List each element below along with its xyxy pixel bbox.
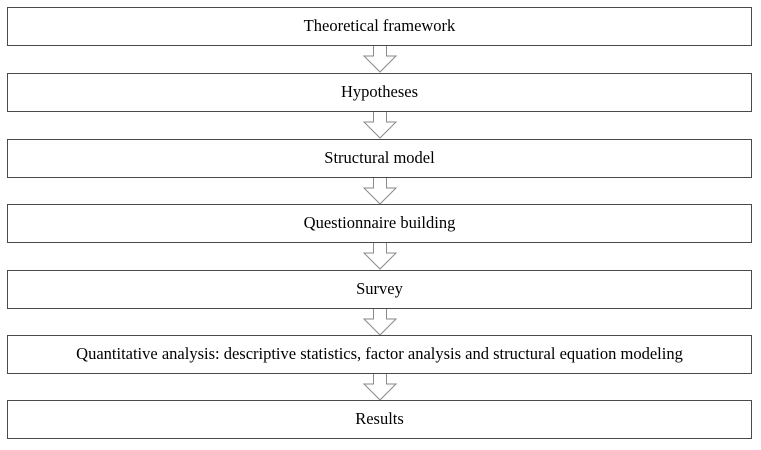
step-label: Questionnaire building — [303, 213, 456, 233]
down-arrow-icon — [362, 308, 398, 336]
down-arrow-icon — [362, 242, 398, 270]
step-label: Theoretical framework — [303, 16, 456, 36]
step-label: Results — [355, 409, 404, 429]
step-questionnaire-building — [7, 204, 752, 243]
step-hypotheses — [7, 73, 752, 112]
down-arrow-icon — [362, 45, 398, 73]
down-arrow-icon — [362, 177, 398, 205]
step-survey — [7, 270, 752, 309]
step-label: Hypotheses — [341, 82, 418, 102]
down-arrow-icon — [362, 111, 398, 139]
step-label: Quantitative analysis: descriptive statistics, factor analysis and structural equation modeling — [76, 344, 683, 364]
step-label: Structural model — [324, 148, 435, 168]
step-results — [7, 400, 752, 439]
step-structural-model — [7, 139, 752, 178]
step-quantitative-analysis — [7, 335, 752, 374]
step-label: Survey — [356, 279, 403, 299]
down-arrow-icon — [362, 373, 398, 401]
step-theoretical-framework — [7, 7, 752, 46]
